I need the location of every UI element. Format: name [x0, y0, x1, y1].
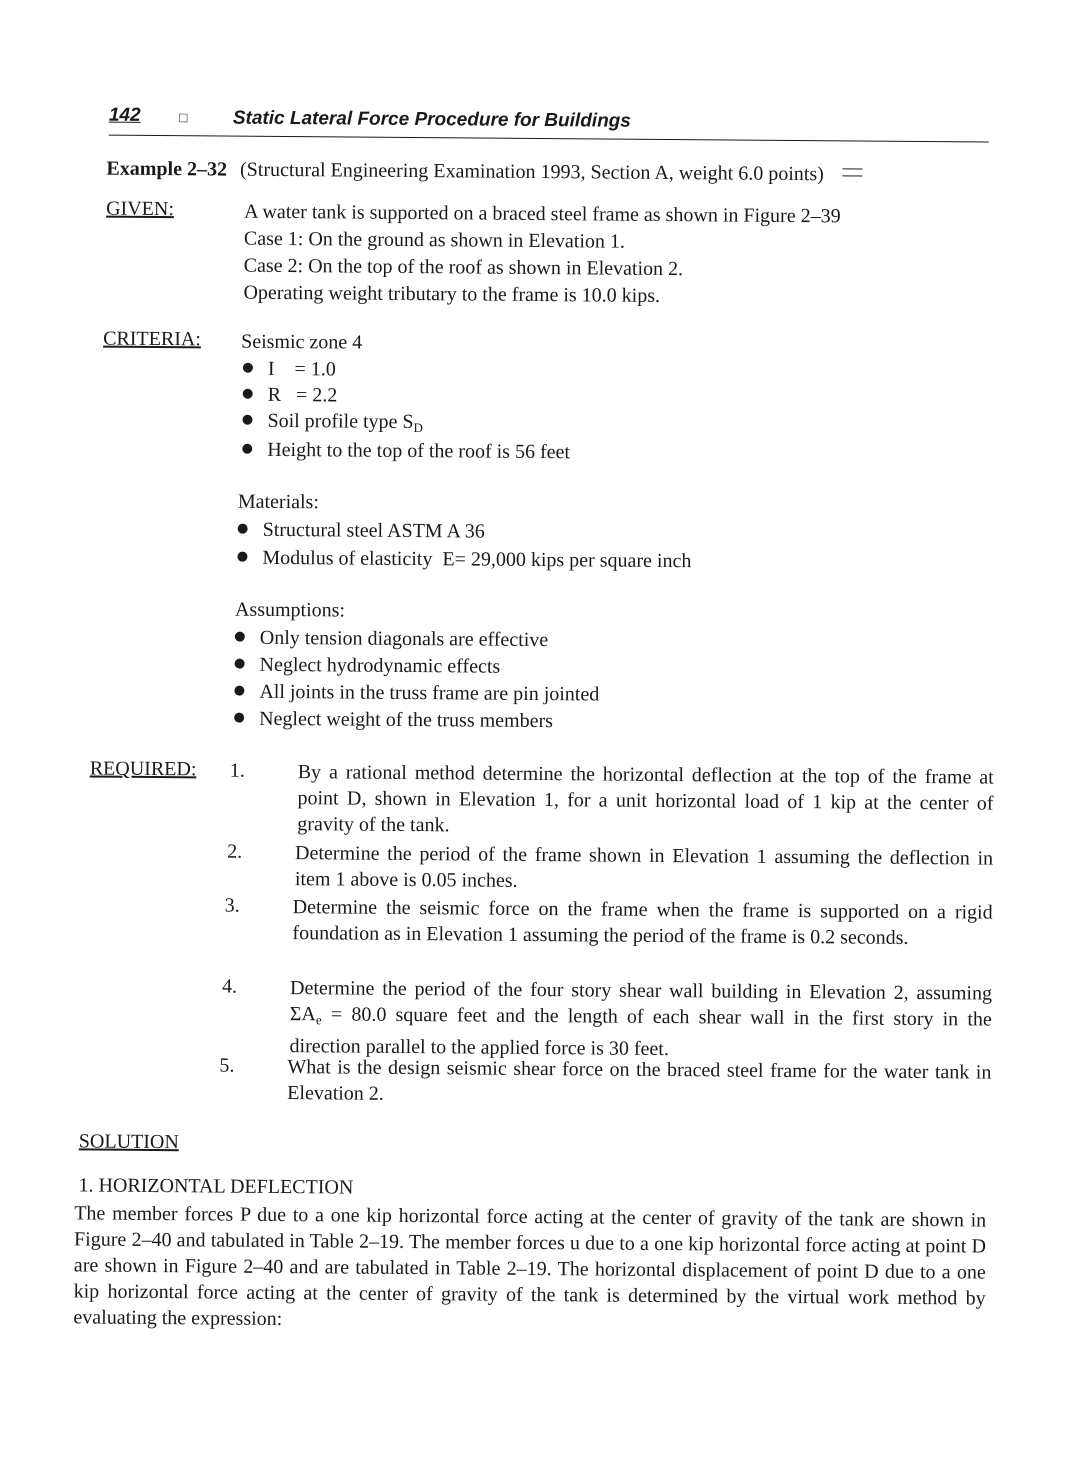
bullet-icon: [234, 686, 244, 696]
example-heading-line: [106, 157, 863, 187]
bullet-icon: [235, 632, 245, 642]
materials-heading: Materials:: [237, 490, 320, 514]
required-item-text: = 80.0 square feet and the length of each shear wall in the first story in the direction parallel to the applied force is 30 feet.: [289, 1003, 992, 1061]
assumption-item: Only tension diagonals are effective: [259, 626, 549, 652]
criteria-item: R = 2.2: [267, 383, 338, 407]
required-item: By a rational method determine the horizontal deflection at the top of the frame at point D, shown in Elevation 1, for a unit horizontal load of 1 kip at the center of gravity of the tank.: [297, 761, 994, 837]
criteria-bullet: [242, 438, 570, 465]
criteria-bullet: [243, 383, 338, 408]
bullet-icon: [243, 389, 253, 399]
bullet-icon: [238, 524, 248, 534]
materials-item: Modulus of elasticity E= 29,000 kips per square inch: [262, 546, 692, 573]
bullet-icon: [237, 552, 247, 562]
required-item-text: Determine the period of the four story shear wall building in Elevation 2, assuming ΣA: [289, 977, 993, 1026]
required-item: [289, 975, 992, 1065]
bullet-icon: [235, 659, 245, 669]
given-line: Case 2: On the top of the roof as shown in Elevation 2.: [243, 254, 684, 281]
required-number: 2.: [227, 840, 243, 863]
required-label: REQUIRED:: [89, 757, 197, 781]
materials-bullet: [238, 518, 485, 544]
given-line: Case 1: On the ground as shown in Elevation 1.: [243, 227, 626, 253]
criteria-item: Height to the top of the roof is 56 feet: [267, 438, 571, 464]
assumption-bullet: [234, 680, 599, 707]
bullet-icon: [243, 363, 253, 373]
page-number: 142: [108, 104, 141, 126]
criteria-label: CRITERIA:: [103, 327, 202, 351]
square-icon: □: [178, 109, 188, 126]
required-item: What is the design seismic shear force on the braced steel frame for the water tank in Elevation 2.: [287, 1056, 992, 1105]
bullet-icon: [242, 444, 252, 454]
assumption-bullet: [235, 626, 549, 652]
required-number: 4.: [221, 975, 238, 998]
assumption-bullet: [234, 653, 500, 679]
given-line: Operating weight tributary to the frame is 10.0 kips.: [243, 281, 661, 307]
subscript-e: e: [315, 1012, 322, 1028]
materials-bullet: [237, 546, 691, 574]
criteria-item: I = 1.0: [267, 357, 336, 381]
materials-item: Structural steel ASTM A 36: [262, 518, 485, 543]
running-header: [109, 101, 989, 143]
solution-label: SOLUTION: [78, 1130, 179, 1154]
assumption-item: Neglect weight of the truss members: [259, 707, 554, 733]
required-item: Determine the seismic force on the frame when the frame is supported on a rigid foundation as in Elevation 1 assuming the period of the frame is 0.2 seconds.: [292, 896, 993, 949]
criteria-intro: Seismic zone 4: [241, 330, 363, 354]
assumption-bullet: [234, 707, 553, 734]
required-item: Determine the period of the frame shown in Elevation 1 assuming the deflection in item 1 above is 0.05 inches.: [294, 842, 994, 892]
required-number: 3.: [224, 894, 240, 917]
given-line: A water tank is supported on a braced steel frame as shown in Figure 2–39: [244, 200, 841, 228]
required-number: 5.: [219, 1054, 235, 1077]
assumptions-heading: Assumptions:: [234, 598, 346, 622]
double-rule-icon: [843, 168, 863, 176]
solution-section-title: 1. HORIZONTAL DEFLECTION: [78, 1174, 354, 1199]
assumption-item: All joints in the truss frame are pin jointed: [259, 680, 600, 706]
required-number: 1.: [229, 759, 245, 782]
assumption-item: Neglect hydrodynamic effects: [259, 653, 501, 678]
criteria-item: Soil profile type S: [267, 409, 414, 434]
bullet-icon: [234, 713, 244, 723]
given-label: GIVEN:: [106, 197, 175, 221]
example-source: (Structural Engineering Examination 1993, Section A, weight 6.0 points): [239, 158, 824, 186]
bullet-icon: [242, 415, 252, 425]
criteria-bullet: [242, 409, 423, 440]
criteria-bullet: [243, 357, 336, 382]
chapter-title: Static Lateral Force Procedure for Buildings: [232, 107, 631, 132]
soil-subscript: D: [413, 420, 424, 436]
solution-paragraph: The member forces P due to a one kip horizontal force acting at the center of gravity of the tank are shown in Figure 2–40 and tabulated in Table 2–19. The member forces u due to a one kip horizontal force acting at point D are shown in Figure 2–40 and are tabulated in Table 2–19. The horizontal displacement of point D due to a one kip horizontal force acting at the center of gravity of the tank is determined by the virtual work method by evaluating the expression:: [73, 1202, 987, 1331]
example-heading: Example 2–32: [106, 157, 228, 181]
